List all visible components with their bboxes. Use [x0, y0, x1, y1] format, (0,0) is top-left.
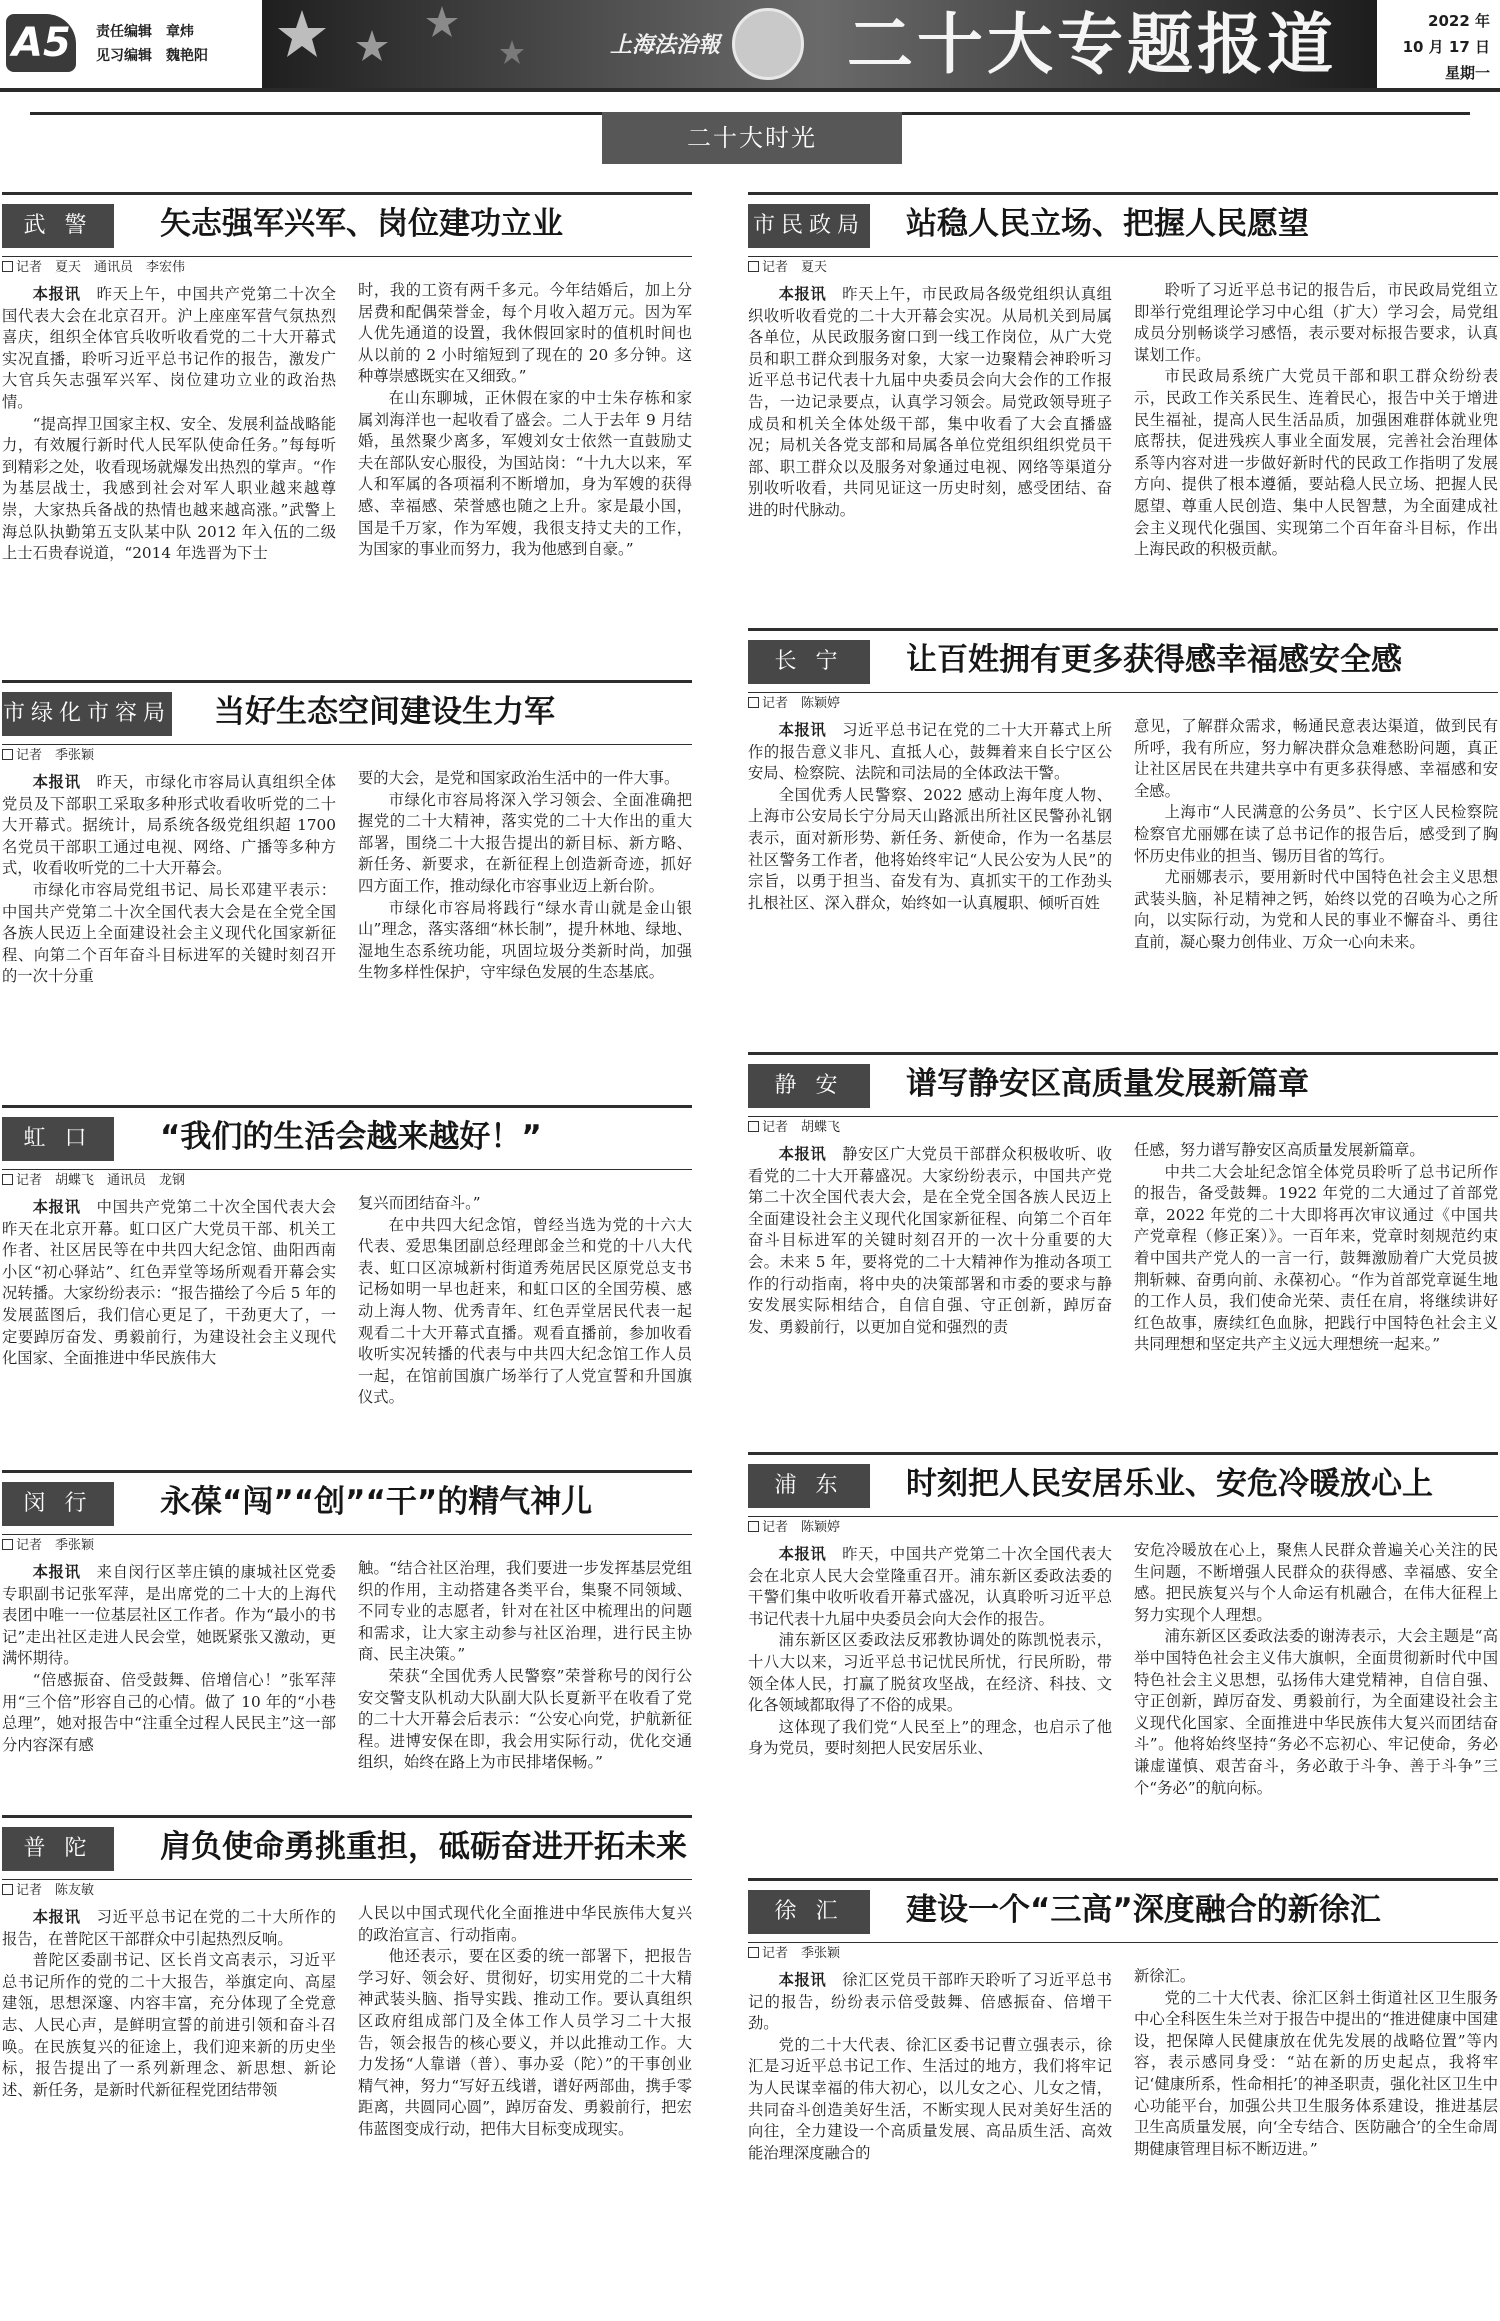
article-column — [1134, 1966, 1498, 2317]
headline-underline — [2, 1534, 692, 1535]
byline — [748, 694, 840, 714]
paragraph-text: 任感，努力谱写静安区高质量发展新篇章。 — [1134, 1141, 1425, 1159]
paragraph — [2, 1562, 336, 1670]
reporter-box-icon — [2, 1539, 13, 1550]
dateline-label: 本报讯 — [778, 1145, 827, 1163]
paragraph-text: 聆听了习近平总书记的报告后，市民政局党组立即举行党组理论学习中心组（扩大）学习会，局党组成员分别畅谈学习感悟，表示要对标报告要求，认真谋划工作。 — [1134, 281, 1498, 364]
star-pattern-decoration — [262, 0, 562, 88]
paragraph-text: 昨天上午，市民政局各级党组织认真组织收听收看党的二十大开幕会实况。从局机关到局属各单位，从民政服务窗口到一线工作岗位，从广大党员和职工群众到服务对象，大家一边聚精会神聆听习近平总书记代表十九届中央委员会向大会作的工作报告，一边记录要点，认真学习领会。局党政领导班子成员和机关全体处级干部，集中收看了大会直播盛况；局机关各党支部和局属各单位党组织组织党员干部、职工群众以及服务对象通过电视、网络等渠道分别收听收看，共同见证这一历史时刻，感受团结、奋进的时代脉动。 — [748, 285, 1112, 519]
department-label: 浦 东 — [748, 1464, 870, 1508]
paragraph — [748, 1144, 1112, 1338]
department-label: 虹 口 — [2, 1117, 114, 1161]
department-label: 长 宁 — [748, 640, 870, 684]
article-column — [358, 1903, 692, 2317]
article-headline: 站稳人民立场、把握人民愿望 — [906, 206, 1309, 242]
article-column — [2, 1907, 336, 2321]
article-divider — [2, 192, 692, 195]
paragraph — [1134, 802, 1498, 867]
paragraph — [2, 1950, 336, 2101]
department-label: 静 安 — [748, 1064, 870, 1108]
article-divider — [748, 1052, 1498, 1055]
article-column — [2, 284, 336, 564]
paragraph-text: 上海市“人民满意的公务员”、长宁区人民检察院检察官尤丽娜在读了总书记作的报告后，感受到了胸怀历史伟业的担当、锡历目省的笃行。 — [1134, 803, 1498, 865]
department-label: 普 陀 — [2, 1827, 114, 1871]
paragraph-text: 昨天，中国共产党第二十次全国代表大会在北京人民大会堂隆重召开。浦东新区委政法委的干警们集中收听收看开幕式盛况，认真聆听习近平总书记代表十九届中央委员会向大会作的报告。 — [748, 1545, 1112, 1628]
byline-text: 记者 胡蝶飞 通讯员 龙钢 — [16, 1173, 186, 1188]
article — [748, 1878, 1498, 2317]
paragraph — [2, 880, 336, 988]
article — [748, 192, 1498, 560]
article-headline: 建设一个“三高”深度融合的新徐汇 — [906, 1892, 1381, 1928]
byline-text: 记者 季张颖 — [762, 1946, 841, 1961]
article — [748, 1452, 1498, 1860]
article-divider — [748, 1878, 1498, 1881]
paragraph-text: 市绿化市容局将深入学习领会、全面准确把握党的二十大精神，落实党的二十大作出的重大部署，围绕二十大报告提出的新目标、新方略、新任务、新要求，在新征程上创造新奇迹，抓好四方面工作，推动绿化市容事业迈上新台阶。 — [358, 790, 692, 895]
paragraph-text: 昨天，市绿化市容局认真组织全体党员及下部职工采取多种形式收看收听党的二十大开幕式。据统计，局系统各级党组织超 1700 名党员干部职工通过电视、网络、广播等多种方式，收看收听党的二十大开幕会。 — [2, 773, 336, 878]
paragraph-text: 触。“结合社区治理，我们要进一步发挥基层党组织的作用，主动搭建各类平台，集聚不同领域、不同专业的志愿者，针对在社区中梳理出的问题和需求，让大家主动参与社区治理，进行民主协商、民主决策。” — [358, 1559, 692, 1664]
article-divider — [748, 628, 1498, 631]
article-divider — [2, 1105, 692, 1108]
byline-text: 记者 夏天 通讯员 李宏伟 — [16, 260, 186, 275]
paragraph — [1134, 366, 1498, 560]
article-headline: 时刻把人民安居乐业、安危冷暖放心上 — [906, 1466, 1433, 1502]
paragraph-text: 市民政局系统广大党员干部和职工群众纷纷表示，民政工作关系民生、连着民心，报告中关于增进民生福祉，提高人民生活品质，加强困难群体就业兜底帮扶，促进残疾人事业全面发展，完善社会治理体系等内容对进一步做好新时代的民政工作指明了发展方向、提供了根本遵循，要站稳人民立场、把握人民愿望、尊重人民创造、集中人民智慧，为全面建成社会主义现代化强国、实现第二个百年奋斗目标，作出上海民政的积极贡献。 — [1134, 367, 1498, 559]
paragraph — [1134, 716, 1498, 802]
editor-label: 责任编辑 — [96, 24, 152, 40]
paragraph — [358, 1666, 692, 1774]
issue-weekday: 星期一 — [1444, 64, 1490, 82]
paragraph — [358, 388, 692, 561]
article-column — [748, 284, 1112, 564]
article-divider — [2, 680, 692, 683]
issue-year: 2022 年 — [1428, 12, 1490, 30]
paragraph-text: 浦东新区区委政法反邪教协调处的陈凯悦表示，十八大以来，习近平总书记忧民所忧，行民所盼，带领全体人民，打赢了脱贫攻坚战，在经济、科技、文化各领域都取得了不俗的成果。 — [748, 1631, 1112, 1715]
article-column — [1134, 716, 1498, 1002]
article — [2, 1815, 692, 2317]
paragraph-text: 时，我的工资有两千多元。今年结婚后，加上分居费和配偶荣誉金，每个月收入超万元。因为军人优先通道的设置，我休假回家时的值机时间也从以前的 2 小时缩短到了现在的 20 多分钟。这种尊崇感既实在又细致。” — [358, 281, 692, 386]
dateline-label: 本报讯 — [778, 721, 827, 739]
paragraph-text: 在山东聊城，正休假在家的中士朱存栋和家属刘海洋也一起收看了盛会。二人于去年 9 月结婚，虽然聚少离多，军嫂刘女士依然一直鼓励丈夫在部队安心服役，为国站岗：“十九大以来，军人和军属的各项福利不断增加，身为军嫂的获得感、幸福感、荣誉感也随之上升。家是最小国，国是千万家，作为军嫂，我很支持丈夫的工作，为国家的事业而努力，我为他感到自豪。” — [358, 388, 692, 559]
paragraph-text: “倍感振奋、倍受鼓舞、倍增信心！”张军萍用“三个倍”形容自己的心情。做了 10 年的“小巷总理”，她对报告中“注重全过程人民民主”这一部分内容深有感 — [2, 1670, 336, 1754]
dateline-label: 本报讯 — [778, 1545, 827, 1563]
paragraph-text: 新徐汇。 — [1134, 1967, 1196, 1985]
article-headline: “我们的生活会越来越好！” — [160, 1119, 542, 1155]
special-report-banner — [262, 0, 1377, 88]
headline-underline — [2, 1879, 692, 1880]
editor-credits — [96, 20, 208, 68]
article-column — [1134, 1140, 1498, 1430]
department-label: 武 警 — [2, 204, 114, 248]
paragraph — [358, 280, 692, 388]
paragraph — [2, 1670, 336, 1756]
paragraph — [748, 2035, 1112, 2165]
paragraph — [358, 1946, 692, 2140]
paragraph-text: “提高捍卫国家主权、安全、发展利益战略能力，有效履行新时代人民军队使命任务。”每每听到精彩之处，收看现场就爆发出热烈的掌声。“作为基层战士，我感到社会对军人职业越来越尊崇，大家热兵备战的热情也越来越高涨。”武警上海总队执勤第五支队某中队 2012 年入伍的二级上士石贵春说道，“2014 年选晋为下士 — [2, 414, 336, 563]
paragraph-text: 徐汇区党员干部昨天聆听了习近平总书记的报告，纷纷表示倍受鼓舞、倍感振奋、倍增干劲。 — [748, 1971, 1112, 2033]
article — [2, 1470, 692, 1772]
paragraph — [1134, 1162, 1498, 1356]
department-label: 闵 行 — [2, 1482, 114, 1526]
article-column — [748, 720, 1112, 1006]
paragraph-text: 人民以中国式现代化全面推进中华民族伟大复兴的政治宣言、行动指南。 — [358, 1904, 692, 1944]
byline — [2, 258, 185, 278]
reporter-box-icon — [748, 1947, 759, 1958]
newspaper-logo: 上海法治報 — [610, 32, 721, 58]
paragraph-text: 意见，了解群众需求，畅通民意表达渠道，做到民有所呼，我有所应，努力解决群众急难愁盼问题，真正让社区居民在共建共享中有更多获得感、幸福感和安全感。 — [1134, 717, 1498, 800]
banner-title: 二十大专题报道 — [847, 6, 1337, 83]
paragraph — [748, 785, 1112, 915]
byline — [748, 1118, 840, 1138]
article — [2, 680, 692, 1008]
page-number-badge: A5 — [6, 14, 76, 72]
article-headline: 让百姓拥有更多获得感幸福感安全感 — [906, 642, 1402, 678]
paragraph — [358, 768, 692, 790]
reporter-box-icon — [2, 749, 13, 760]
paragraph — [1134, 867, 1498, 953]
reporter-box-icon — [2, 1174, 13, 1185]
headline-underline — [2, 256, 692, 257]
paragraph — [748, 1970, 1112, 2035]
article-column — [2, 1197, 336, 1427]
article — [748, 628, 1498, 1002]
byline-text: 记者 季张颖 — [16, 748, 95, 763]
headline-underline — [748, 256, 1498, 257]
paragraph-text: 静安区广大党员干部群众积极收听、收看党的二十大开幕盛况。大家纷纷表示，中国共产党第二十次全国代表大会，是在全党全国各族人民迈上全面建设社会主义现代化国家新征程、向第二个百年奋斗目标进军的关键时刻召开的一次十分重要的大会。未来 5 年，要将党的二十大精神作为推动各项工作的行动指南，将中央的决策部署和市委的要求与静安发展实际相结合，自信自强、守正创新，踔厉奋发、勇毅前行，以更加自觉和强烈的责 — [748, 1145, 1112, 1336]
article-column — [2, 772, 336, 1012]
byline-text: 记者 季张颖 — [16, 1538, 95, 1553]
paragraph — [2, 1907, 336, 1950]
article-column — [748, 1544, 1112, 1864]
article-column — [358, 768, 692, 1008]
editor-name: 章炜 — [166, 24, 194, 40]
paragraph-text: 尤丽娜表示，要用新时代中国特色社会主义思想武装头脑，补足精神之钙，始终以党的召唤为心之所向，以实际行动，为党和人民的事业不懈奋斗、勇往直前，凝心聚力创伟业、万众一心向未来。 — [1134, 868, 1498, 951]
article-column — [358, 1558, 692, 1772]
article-headline: 矢志强军兴军、岗位建功立业 — [160, 206, 563, 242]
paragraph — [358, 1903, 692, 1946]
byline-text: 记者 陈颖婷 — [762, 1520, 841, 1535]
paragraph — [358, 898, 692, 984]
paragraph-text: 党的二十大代表、徐汇区委书记曹立强表示，徐汇是习近平总书记工作、生活过的地方，我们将牢记为人民谋幸福的伟大初心，以儿女之心、儿女之情，共同奋斗创造美好生活，不断实现人民对美好生活的向往，全力建设一个高质量发展、高品质生活、高效能治理深度融合的 — [748, 2035, 1112, 2162]
department-label: 市民政局 — [748, 204, 870, 248]
article-column — [1134, 1540, 1498, 1860]
byline-text: 记者 陈友敏 — [16, 1883, 95, 1898]
reporter-box-icon — [748, 261, 759, 272]
masthead — [0, 0, 1500, 92]
article-divider — [748, 192, 1498, 195]
byline — [2, 1881, 94, 1901]
article-column — [748, 1144, 1112, 1434]
paragraph-text: 昨天上午，中国共产党第二十次全国代表大会在北京召开。沪上座座军营气氛热烈喜庆，组织全体官兵收听收看党的二十大开幕式实况直播，聆听习近平总书记作的报告，激发广大官兵矢志强军兴军、岗位建功立业的政治热情。 — [2, 285, 336, 411]
paragraph — [1134, 1988, 1498, 2161]
paragraph-text: 普陀区委副书记、区长肖文高表示，习近平总书记所作的党的二十大报告，举旗定向、高屋建瓴，思想深邃、内容丰富，充分体现了全党意志、人民心声，是鲜明宣誓的前进引领和奋斗召唤。在民族复兴的征途上，我们迎来新的历史坐标，报告提出了一系列新理念、新思想、新论述、新任务，是新时代新征程党团结带领 — [2, 1951, 336, 2099]
dateline-label: 本报讯 — [32, 773, 81, 791]
article-column — [358, 1193, 692, 1423]
byline — [2, 1536, 94, 1556]
dateline-label: 本报讯 — [778, 285, 827, 303]
byline-text: 记者 陈颖婷 — [762, 696, 841, 711]
dateline-label: 本报讯 — [778, 1971, 827, 1989]
article-headline: 肩负使命勇挑重担，砥砺奋进开拓未来 — [160, 1829, 687, 1865]
article-headline: 当好生态空间建设生力军 — [214, 694, 555, 730]
headline-underline — [2, 744, 692, 745]
paragraph-text: 全国优秀人民警察、2022 感动上海年度人物、上海市公安局长宁分局天山路派出所社区民警孙礼钢表示，面对新形势、新任务、新使命，作为一名基层社区警务工作者，他将始终牢记“人民公安为人民”的宗旨，以勇于担当、奋发有为、真抓实干的工作劲头扎根社区、深入群众，始终如一认真履职、倾听百姓 — [748, 785, 1112, 912]
article-divider — [2, 1470, 692, 1473]
section-title: 二十大时光 — [602, 112, 902, 164]
paragraph — [2, 1197, 336, 1370]
byline — [748, 1944, 840, 1964]
paragraph-text: 在中共四大纪念馆，曾经当选为党的十六大代表、爱思集团副总经理郎金兰和党的十八大代表、虹口区凉城新村街道秀苑居民区原党总支书记杨如明一早也赶来，和虹口区的全国劳模、感动上海人物、优秀青年、红色弄堂居民代表一起观看二十大开幕式直播。观看直播前，参加收看收听实况转播的代表与中共四大纪念馆工作人员一起，在馆前国旗广场举行了人党宣誓和升国旗仪式。 — [358, 1215, 692, 1407]
headline-underline — [2, 1169, 692, 1170]
paragraph — [748, 284, 1112, 522]
reporter-box-icon — [2, 261, 13, 272]
article-column — [748, 1970, 1112, 2321]
paragraph — [1134, 280, 1498, 366]
dateline-label: 本报讯 — [32, 285, 81, 303]
article-column — [2, 1562, 336, 1752]
paragraph — [358, 1215, 692, 1409]
department-label: 徐 汇 — [748, 1890, 870, 1934]
paragraph — [1134, 1140, 1498, 1162]
paragraph — [2, 414, 336, 565]
paragraph — [748, 1544, 1112, 1630]
reporter-box-icon — [748, 1121, 759, 1132]
paragraph — [748, 1630, 1112, 1716]
paragraph — [1134, 1540, 1498, 1626]
reporter-box-icon — [748, 697, 759, 708]
issue-day: 10 月 17 日 — [1402, 38, 1490, 56]
department-label: 市绿化市容局 — [2, 692, 172, 736]
paragraph-text: 习近平总书记在党的二十大开幕式上所作的报告意义非凡、直抵人心，鼓舞着来自长宁区公安局、检察院、法院和司法局的全体政法干警。 — [748, 721, 1112, 783]
intern-editor-name: 魏艳阳 — [166, 48, 208, 64]
paragraph-text: 荣获“全国优秀人民警察”荣誉称号的闵行公安交警支队机动大队副大队长夏新平在收看了党的二十大开幕会后表示：“公安心向党，护航新征程。进博安保在即，我会用实际行动，优化交通组织，始终在路上为市民排堵保畅。” — [358, 1666, 692, 1772]
paragraph-text: 市绿化市容局将践行“绿水青山就是金山银山”理念，落实落细“林长制”，提升林地、绿地、湿地生态系统功能，巩固垃圾分类新时尚，加强生物多样性保护，守牢绿色发展的生态基底。 — [358, 898, 692, 982]
intern-editor-label: 见习编辑 — [96, 48, 152, 64]
dateline-label: 本报讯 — [32, 1908, 81, 1926]
paragraph — [1134, 1966, 1498, 1988]
headline-underline — [748, 1942, 1498, 1943]
headline-underline — [748, 1116, 1498, 1117]
paragraph-text: 复兴而团结奋斗。” — [358, 1194, 481, 1212]
paragraph-text: 中国共产党第二十次全国代表大会昨天在北京开幕。虹口区广大党员干部、机关工作者、社区居民等在中共四大纪念馆、曲阳西南小区“初心驿站”、红色弄堂等场所观看开幕会实况转播。大家纷纷表示：“报告描绘了今后 5 年的发展蓝图后，我们信心更足了，干劲更大了，一定要踔厉奋发、勇毅前行，为建设社会主义现代化国家、全面推进中华民族伟大 — [2, 1198, 336, 1368]
byline — [748, 258, 827, 278]
byline-text: 记者 夏天 — [762, 260, 828, 275]
paragraph-text: 党的二十大代表、徐汇区斜土街道社区卫生服务中心全科医生朱兰对于报告中提出的“推进健康中国建设，把保障人民健康放在优先发展的战略位置”等内容，表示感同身受：“站在新的历史起点，我将牢记‘健康所系，性命相托’的神圣职责，强化社区卫生中心功能平台，加强公共卫生服务体系建设，推进基层卫生高质量发展，向‘全专结合、医防融合’的全生命周期健康管理目标不断迈进。” — [1134, 1988, 1498, 2158]
party-emblem-icon — [732, 8, 804, 80]
dateline-label: 本报讯 — [32, 1563, 81, 1581]
paragraph-text: 浦东新区区委政法委的谢涛表示，大会主题是“高举中国特色社会主义伟大旗帜，全面贯彻新时代中国特色社会主义思想，弘扬伟大建党精神，自信自强、守正创新，踔厉奋发、勇毅前行，为全面建设社会主义现代化国家、全面推进中华民族伟大复兴而团结奋斗”。他将始终坚持“务必不忘初心、牢记使命，务必谦虚谨慎、艰苦奋斗，务必敢于斗争、善于斗争”三个“务必”的航向标。 — [1134, 1627, 1498, 1797]
byline — [2, 746, 94, 766]
paragraph-text: 这体现了我们党“人民至上”的理念，也启示了他身为党员，要时刻把人民安居乐业、 — [748, 1717, 1112, 1758]
reporter-box-icon — [748, 1521, 759, 1532]
article — [748, 1052, 1498, 1430]
paragraph — [2, 284, 336, 414]
article-column — [358, 280, 692, 560]
paragraph — [1134, 1626, 1498, 1799]
article — [2, 192, 692, 563]
paragraph-text: 中共二大会址纪念馆全体党员聆听了总书记所作的报告，备受鼓舞。1922 年党的二大通过了首部党章，2022 年党的二十大即将再次审议通过《中国共产党章程（修正案）》。一百年来，党章时刻规范约束着中国共产党人的一言一行，鼓舞激励着广大党员披荆斩棘、奋勇向前、永葆初心。“作为首部党章诞生地的工作人员，我们使命光荣、责任在肩，将继续讲好红色故事，赓续红色血脉，把践行中国特色社会主义共同理想和坚定共产主义远大理想统一起来。” — [1134, 1162, 1498, 1354]
article-divider — [748, 1452, 1498, 1455]
article-headline: 谱写静安区高质量发展新篇章 — [906, 1066, 1309, 1102]
paragraph-text: 市绿化市容局党组书记、局长邓建平表示：中国共产党第二十次全国代表大会是在全党全国各族人民迈上全面建设社会主义现代化国家新征程、向第二个百年奋斗目标进军的关键时刻召开的一次十分重 — [2, 880, 336, 986]
paragraph-text: 他还表示，要在区委的统一部署下，把报告学习好、领会好、贯彻好，切实用党的二十大精神武装头脑、指导实践、推动工作。要认真组织区政府组成部门及全体工作人员学习二十大报告，领会报告的核心要义，并以此推动工作。大力发扬“人靠谱（普）、事办妥（陀）”的干事创业精气神，努力“写好五线谱，谱好两部曲，携手零距离，共圆同心圆”，踔厉奋发、勇毅前行，把宏伟蓝图变成行动，把伟大目标变成现实。 — [358, 1947, 692, 2138]
paragraph — [358, 790, 692, 898]
article — [2, 1105, 692, 1423]
reporter-box-icon — [2, 1884, 13, 1895]
headline-underline — [748, 1516, 1498, 1517]
paragraph-text: 要的大会，是党和国家政治生活中的一件大事。 — [358, 769, 680, 787]
article-headline: 永葆“闯”“创”“干”的精气神儿 — [160, 1484, 593, 1520]
byline — [748, 1518, 840, 1538]
paragraph — [748, 720, 1112, 785]
byline — [2, 1171, 185, 1191]
article-column — [1134, 280, 1498, 560]
headline-underline — [748, 692, 1498, 693]
paragraph-text: 安危冷暖放在心上，聚焦人民群众普遍关心关注的民生问题，不断增强人民群众的获得感、幸福感、安全感。把民族复兴与个人命运有机融合，在伟大征程上努力实现个人理想。 — [1134, 1541, 1498, 1624]
byline-text: 记者 胡蝶飞 — [762, 1120, 841, 1135]
article-divider — [2, 1815, 692, 1818]
dateline-label: 本报讯 — [32, 1198, 81, 1216]
issue-date — [1380, 8, 1490, 86]
paragraph — [358, 1558, 692, 1666]
paragraph — [358, 1193, 692, 1215]
paragraph — [748, 1717, 1112, 1760]
paragraph — [2, 772, 336, 880]
paragraph-text: 来自闵行区莘庄镇的康城社区党委专职副书记张军萍，是出席党的二十大的上海代表团中唯一一位基层社区工作者。作为“最小的书记”走出社区走进人民会堂，她既紧张又激动，更满怀期待。 — [2, 1563, 336, 1668]
paragraph-text: 习近平总书记在党的二十大所作的报告，在普陀区干部群众中引起热烈反响。 — [2, 1908, 336, 1948]
